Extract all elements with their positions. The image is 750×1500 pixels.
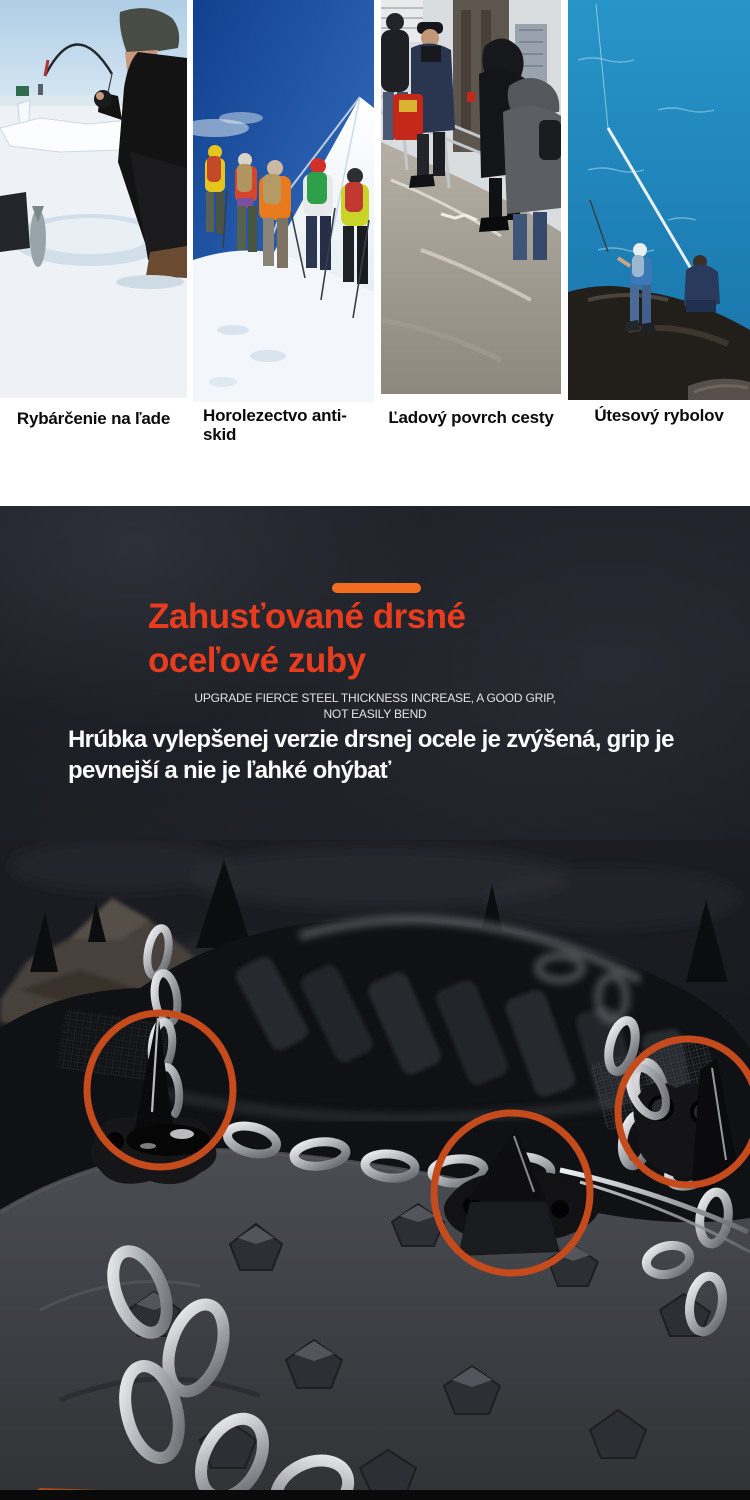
ice-fishing-illustration xyxy=(0,0,187,398)
feature-description: Hrúbka vylepšenej verzie drsnej ocele je zvýšená, grip je pevnejší a nie je ľahké ohýbať xyxy=(68,726,674,784)
mountaineering-illustration xyxy=(193,0,374,402)
ice-fishing-photo xyxy=(0,0,187,398)
feature-subtitle xyxy=(0,690,750,722)
cliff-fishing-illustration xyxy=(568,0,750,400)
accent-bar xyxy=(332,583,421,593)
icy-road-photo xyxy=(381,0,561,394)
use-case-caption-ice-fishing: Rybárčenie na ľade xyxy=(16,409,171,428)
product-closeup-photo xyxy=(0,840,750,1500)
use-case-caption-icy-road: Ľadový povrch cesty xyxy=(388,408,554,427)
feature-title xyxy=(148,595,668,683)
use-case-caption-cliff-fishing: Útesový rybolov xyxy=(594,406,724,425)
feature-subtitle-line1: UPGRADE FIERCE STEEL THICKNESS INCREASE, A GOOD GRIP, xyxy=(194,691,556,705)
cliff-fishing-photo xyxy=(568,0,750,400)
mountaineering-photo xyxy=(193,0,374,402)
icy-road-illustration xyxy=(381,0,561,394)
use-case-caption-mountaineering: Horolezectvo anti-skid xyxy=(203,406,347,444)
feature-title-line2: oceľové zuby xyxy=(148,641,366,680)
feature-section xyxy=(0,506,750,1500)
crampon-closeup-illustration xyxy=(0,840,750,1500)
feature-subtitle-line2: NOT EASILY BEND xyxy=(323,707,427,721)
feature-title-line1: Zahusťované drsné xyxy=(148,597,466,636)
bottom-shadow-strip xyxy=(0,1490,750,1500)
